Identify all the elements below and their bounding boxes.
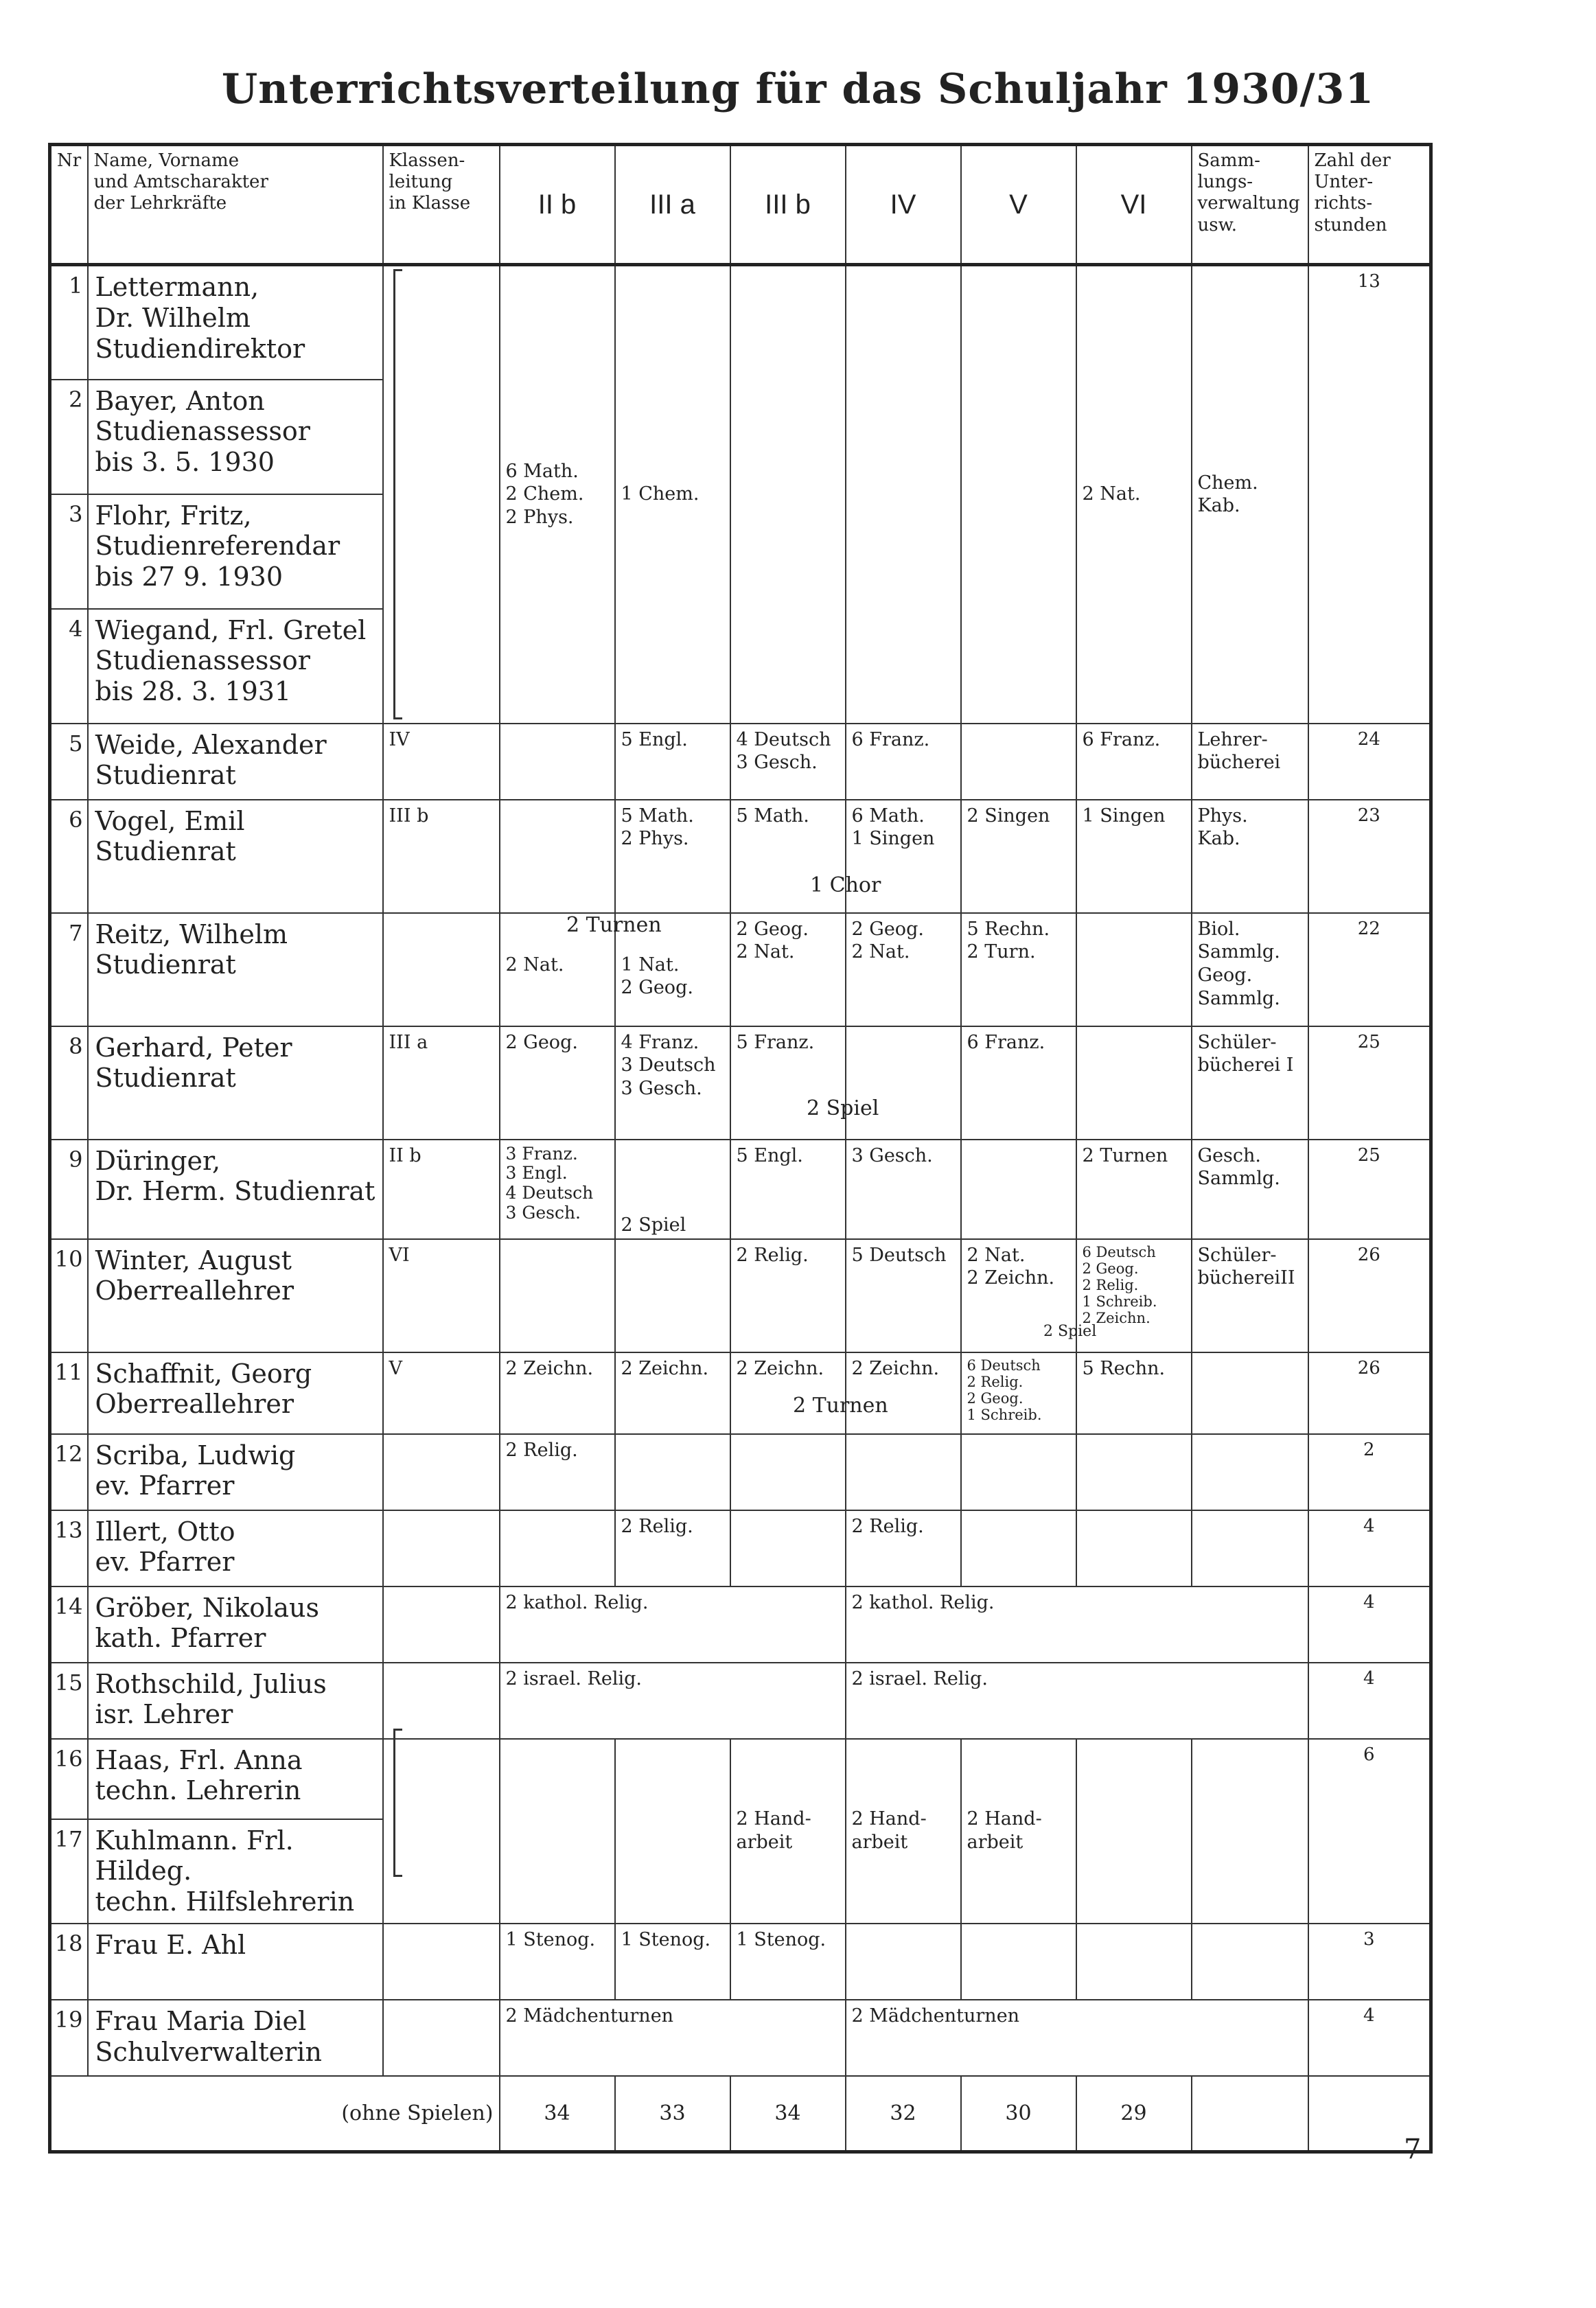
cell-iib	[500, 1739, 615, 1924]
spanning-chor: 1 Chor	[810, 873, 881, 897]
cell-klasse	[383, 913, 500, 1026]
header-nr: Nr	[50, 145, 88, 265]
teacher-name: Vogel, Emil Studienrat	[88, 800, 383, 913]
teacher-name: Frau E. Ahl	[88, 1924, 383, 2000]
row-nr: 15	[50, 1663, 88, 1739]
table-row	[50, 800, 1431, 913]
cell-stunden: 4	[1308, 1510, 1431, 1586]
cell-iib: 2 Geog.	[500, 1026, 615, 1140]
table-row	[50, 1026, 1431, 1140]
cell-iiib: 4 Deutsch 3 Gesch.	[730, 724, 846, 800]
cell-iiib	[730, 1510, 846, 1586]
cell-sammlung	[1192, 1434, 1308, 1510]
cell-iiib	[730, 1434, 846, 1510]
cell-vi	[1076, 913, 1192, 1026]
cell-stunden: 23	[1308, 800, 1431, 913]
table-row	[50, 1663, 1431, 1739]
cell-sammlung: Schüler- büchereiII	[1192, 1239, 1308, 1352]
row-nr: 4	[50, 609, 88, 724]
teacher-name: Haas, Frl. Anna techn. Lehrerin	[88, 1739, 383, 1819]
teacher-name: Lettermann, Dr. Wilhelm Studiendirektor	[88, 265, 383, 380]
cell-stunden: 4	[1308, 1586, 1431, 1663]
cell-iv	[846, 265, 961, 724]
teacher-name: Frau Maria Diel Schulverwalterin	[88, 2000, 383, 2076]
teacher-name: Gröber, Nikolaus kath. Pfarrer	[88, 1586, 383, 1663]
row-nr: 13	[50, 1510, 88, 1586]
cell-iib: 2 Nat.	[500, 913, 615, 1026]
cell-span-oberstufe: 2 israel. Relig.	[846, 1663, 1308, 1739]
cell-iiib: 1 Stenog.	[730, 1924, 846, 2000]
cell-klasse: II b	[383, 1140, 500, 1239]
cell-iv	[846, 1026, 961, 1140]
row-nr: 1	[50, 265, 88, 380]
cell-iv: 2 Hand- arbeit	[846, 1739, 961, 1924]
table-row	[50, 2000, 1431, 2076]
cell-vi	[1076, 1924, 1192, 2000]
total-sammlung	[1192, 2076, 1308, 2152]
teacher-name: Düringer, Dr. Herm. Studienrat	[88, 1140, 383, 1239]
cell-sammlung	[1192, 1352, 1308, 1434]
header-class-iib: II b	[500, 145, 615, 265]
cell-span-oberstufe: 2 kathol. Relig.	[846, 1586, 1308, 1663]
cell-v: 2 Nat. 2 Zeichn.	[961, 1239, 1076, 1352]
cell-span-unterstufe: 2 Mädchenturnen	[500, 2000, 846, 2076]
cell-iib: 2 Relig.	[500, 1434, 615, 1510]
cell-iiia: 2 Spiel	[615, 1140, 730, 1239]
table-row	[50, 265, 1431, 380]
row-nr: 8	[50, 1026, 88, 1140]
header-class-iiia: III a	[615, 145, 730, 265]
row-nr: 7	[50, 913, 88, 1026]
cell-sammlung: Biol. Sammlg. Geog. Sammlg.	[1192, 913, 1308, 1026]
teacher-name: Flohr, Fritz, Studienreferendar bis 27 9. 1930	[88, 494, 383, 609]
cell-v	[961, 1434, 1076, 1510]
row-nr: 19	[50, 2000, 88, 2076]
cell-stunden: 25	[1308, 1140, 1431, 1239]
cell-klasse	[383, 1663, 500, 1739]
header-row	[50, 145, 1431, 265]
spanning-turnen: 2 Turnen	[566, 913, 662, 937]
cell-iv: 6 Math. 1 Singen	[846, 800, 961, 913]
cell-klasse	[383, 1586, 500, 1663]
spanning-turnen: 2 Turnen	[793, 1394, 888, 1418]
cell-klasse: III b	[383, 800, 500, 913]
cell-stunden: 4	[1308, 2000, 1431, 2076]
cell-iiia	[615, 1239, 730, 1352]
row-nr: 11	[50, 1352, 88, 1434]
header-class-v: V	[961, 145, 1076, 265]
spanning-spiel: 2 Spiel	[807, 1096, 879, 1120]
cell-iiia: 1 Chem.	[615, 265, 730, 724]
cell-iiib: 5 Math.	[730, 800, 846, 913]
cell-stunden: 4	[1308, 1663, 1431, 1739]
table-row	[50, 724, 1431, 800]
cell-vi: 2 Turnen	[1076, 1140, 1192, 1239]
header-name: Name, Vorname und Amtscharakter der Lehrkräfte	[88, 145, 383, 265]
cell-iiia	[615, 1739, 730, 1924]
teacher-name: Scriba, Ludwig ev. Pfarrer	[88, 1434, 383, 1510]
total-iib: 34	[500, 2076, 615, 2152]
cell-iv: 2 Geog. 2 Nat.	[846, 913, 961, 1026]
cell-iib: 6 Math. 2 Chem. 2 Phys.	[500, 265, 615, 724]
cell-vi	[1076, 1434, 1192, 1510]
cell-klasse: III a	[383, 1026, 500, 1140]
cell-iiia: 2 Zeichn.	[615, 1352, 730, 1434]
total-iiia: 33	[615, 2076, 730, 2152]
spanning-spiel: 2 Spiel	[1043, 1323, 1097, 1340]
cell-iv	[846, 1434, 961, 1510]
teaching-schedule-table	[48, 143, 1433, 2154]
teacher-name: Kuhlmann. Frl. Hildeg. techn. Hilfslehrerin	[88, 1819, 383, 1924]
header-stunden: Zahl der Unter- richts- stunden	[1308, 145, 1431, 265]
cell-iiia: 5 Engl.	[615, 724, 730, 800]
teacher-name: Reitz, Wilhelm Studienrat	[88, 913, 383, 1026]
cell-sammlung: Chem. Kab.	[1192, 265, 1308, 724]
total-vi: 29	[1076, 2076, 1192, 2152]
table-row	[50, 1239, 1431, 1352]
cell-klasse	[383, 2000, 500, 2076]
cell-vi	[1076, 1026, 1192, 1140]
cell-iiia	[615, 1434, 730, 1510]
table-row	[50, 1586, 1431, 1663]
group-bracket	[393, 1729, 402, 1877]
row-nr: 17	[50, 1819, 88, 1924]
row-nr: 14	[50, 1586, 88, 1663]
cell-vi: 2 Nat.	[1076, 265, 1192, 724]
cell-sammlung	[1192, 1924, 1308, 2000]
cell-v	[961, 1140, 1076, 1239]
cell-span-unterstufe: 2 israel. Relig.	[500, 1663, 846, 1739]
cell-vi: 1 Singen	[1076, 800, 1192, 913]
table-row	[50, 1434, 1431, 1510]
teacher-name: Bayer, Anton Studienassessor bis 3. 5. 1930	[88, 380, 383, 494]
row-nr: 16	[50, 1739, 88, 1819]
cell-vi: 5 Rechn.	[1076, 1352, 1192, 1434]
cell-klasse: IV	[383, 724, 500, 800]
cell-iv: 3 Gesch.	[846, 1140, 961, 1239]
cell-stunden: 13	[1308, 265, 1431, 724]
cell-iv: 2 Zeichn.	[846, 1352, 961, 1434]
total-iv: 32	[846, 2076, 961, 2152]
cell-klasse: V	[383, 1352, 500, 1434]
cell-iiia: 2 Relig.	[615, 1510, 730, 1586]
header-class-iv: IV	[846, 145, 961, 265]
cell-stunden: 25	[1308, 1026, 1431, 1140]
page-title: Unterrichtsverteilung für das Schuljahr 1930/31	[221, 65, 1375, 113]
cell-v	[961, 1924, 1076, 2000]
header-sammlung: Samm- lungs- verwaltung usw.	[1192, 145, 1308, 265]
cell-v	[961, 1510, 1076, 1586]
row-nr: 10	[50, 1239, 88, 1352]
cell-iv: 5 Deutsch	[846, 1239, 961, 1352]
cell-klasse	[383, 1924, 500, 2000]
table-row	[50, 913, 1431, 1026]
cell-iiib: 5 Franz.	[730, 1026, 846, 1140]
cell-iiia: 1 Stenog.	[615, 1924, 730, 2000]
table-row	[50, 1352, 1431, 1434]
cell-v: 2 Hand- arbeit	[961, 1739, 1076, 1924]
row-nr: 18	[50, 1924, 88, 2000]
cell-iiib: 2 Hand- arbeit	[730, 1739, 846, 1924]
teacher-name: Gerhard, Peter Studienrat	[88, 1026, 383, 1140]
cell-span-unterstufe: 2 kathol. Relig.	[500, 1586, 846, 1663]
cell-stunden: 26	[1308, 1239, 1431, 1352]
cell-sammlung: Phys. Kab.	[1192, 800, 1308, 913]
row-nr: 3	[50, 494, 88, 609]
cell-sammlung: Gesch. Sammlg.	[1192, 1140, 1308, 1239]
cell-klasse: VI	[383, 1239, 500, 1352]
cell-iiib: 5 Engl.	[730, 1140, 846, 1239]
cell-iv: 2 Relig.	[846, 1510, 961, 1586]
totals-label: (ohne Spielen)	[50, 2076, 500, 2152]
teacher-name: Wiegand, Frl. Gretel Studienassessor bis 28. 3. 1931	[88, 609, 383, 724]
cell-stunden: 6	[1308, 1739, 1431, 1924]
header-klassenleitung: Klassen- leitung in Klasse	[383, 145, 500, 265]
group-bracket	[393, 269, 402, 719]
cell-iib	[500, 1239, 615, 1352]
cell-vi: 6 Deutsch 2 Geog. 2 Relig. 1 Schreib. 2 Zeichn.	[1076, 1239, 1192, 1352]
cell-v: 6 Franz.	[961, 1026, 1076, 1140]
table-row	[50, 1924, 1431, 2000]
cell-vi	[1076, 1739, 1192, 1924]
cell-sammlung: Lehrer- bücherei	[1192, 724, 1308, 800]
cell-iiia: 4 Franz. 3 Deutsch 3 Gesch.	[615, 1026, 730, 1140]
cell-sammlung	[1192, 1739, 1308, 1924]
cell-span-oberstufe: 2 Mädchenturnen	[846, 2000, 1308, 2076]
header-class-iiib: III b	[730, 145, 846, 265]
cell-vi	[1076, 1510, 1192, 1586]
cell-iv: 6 Franz.	[846, 724, 961, 800]
cell-iib	[500, 1510, 615, 1586]
teacher-name: Winter, August Oberreallehrer	[88, 1239, 383, 1352]
cell-v	[961, 265, 1076, 724]
teacher-name: Schaffnit, Georg Oberreallehrer	[88, 1352, 383, 1434]
cell-iib	[500, 800, 615, 913]
total-iiib: 34	[730, 2076, 846, 2152]
cell-iiia: 1 Nat. 2 Geog.	[615, 913, 730, 1026]
table-row	[50, 1510, 1431, 1586]
row-nr: 6	[50, 800, 88, 913]
cell-stunden: 2	[1308, 1434, 1431, 1510]
cell-v: 2 Singen	[961, 800, 1076, 913]
cell-iib: 2 Zeichn.	[500, 1352, 615, 1434]
cell-iib: 1 Stenog.	[500, 1924, 615, 2000]
cell-stunden: 22	[1308, 913, 1431, 1026]
total-v: 30	[961, 2076, 1076, 2152]
cell-iib: 3 Franz. 3 Engl. 4 Deutsch 3 Gesch.	[500, 1140, 615, 1239]
table-row	[50, 1140, 1431, 1239]
cell-klasse	[383, 1434, 500, 1510]
cell-stunden: 26	[1308, 1352, 1431, 1434]
teacher-name: Rothschild, Julius isr. Lehrer	[88, 1663, 383, 1739]
cell-v: 6 Deutsch 2 Relig. 2 Geog. 1 Schreib.	[961, 1352, 1076, 1434]
totals-row	[50, 2076, 1431, 2152]
cell-iiib: 2 Relig.	[730, 1239, 846, 1352]
cell-stunden: 24	[1308, 724, 1431, 800]
cell-sammlung: Schüler- bücherei I	[1192, 1026, 1308, 1140]
teacher-name: Illert, Otto ev. Pfarrer	[88, 1510, 383, 1586]
header-class-vi: VI	[1076, 145, 1192, 265]
row-nr: 9	[50, 1140, 88, 1239]
cell-klasse	[383, 1510, 500, 1586]
cell-v	[961, 724, 1076, 800]
row-nr: 12	[50, 1434, 88, 1510]
cell-iiib: 2 Zeichn.	[730, 1352, 846, 1434]
cell-iiib	[730, 265, 846, 724]
table-row	[50, 1739, 1431, 1819]
cell-iib	[500, 724, 615, 800]
cell-iiib: 2 Geog. 2 Nat.	[730, 913, 846, 1026]
page-number: 7	[1404, 2134, 1422, 2165]
row-nr: 5	[50, 724, 88, 800]
teacher-name: Weide, Alexander Studienrat	[88, 724, 383, 800]
cell-iiia: 5 Math. 2 Phys.	[615, 800, 730, 913]
cell-iv	[846, 1924, 961, 2000]
row-nr: 2	[50, 380, 88, 494]
cell-v: 5 Rechn. 2 Turn.	[961, 913, 1076, 1026]
cell-stunden: 3	[1308, 1924, 1431, 2000]
cell-vi: 6 Franz.	[1076, 724, 1192, 800]
cell-sammlung	[1192, 1510, 1308, 1586]
